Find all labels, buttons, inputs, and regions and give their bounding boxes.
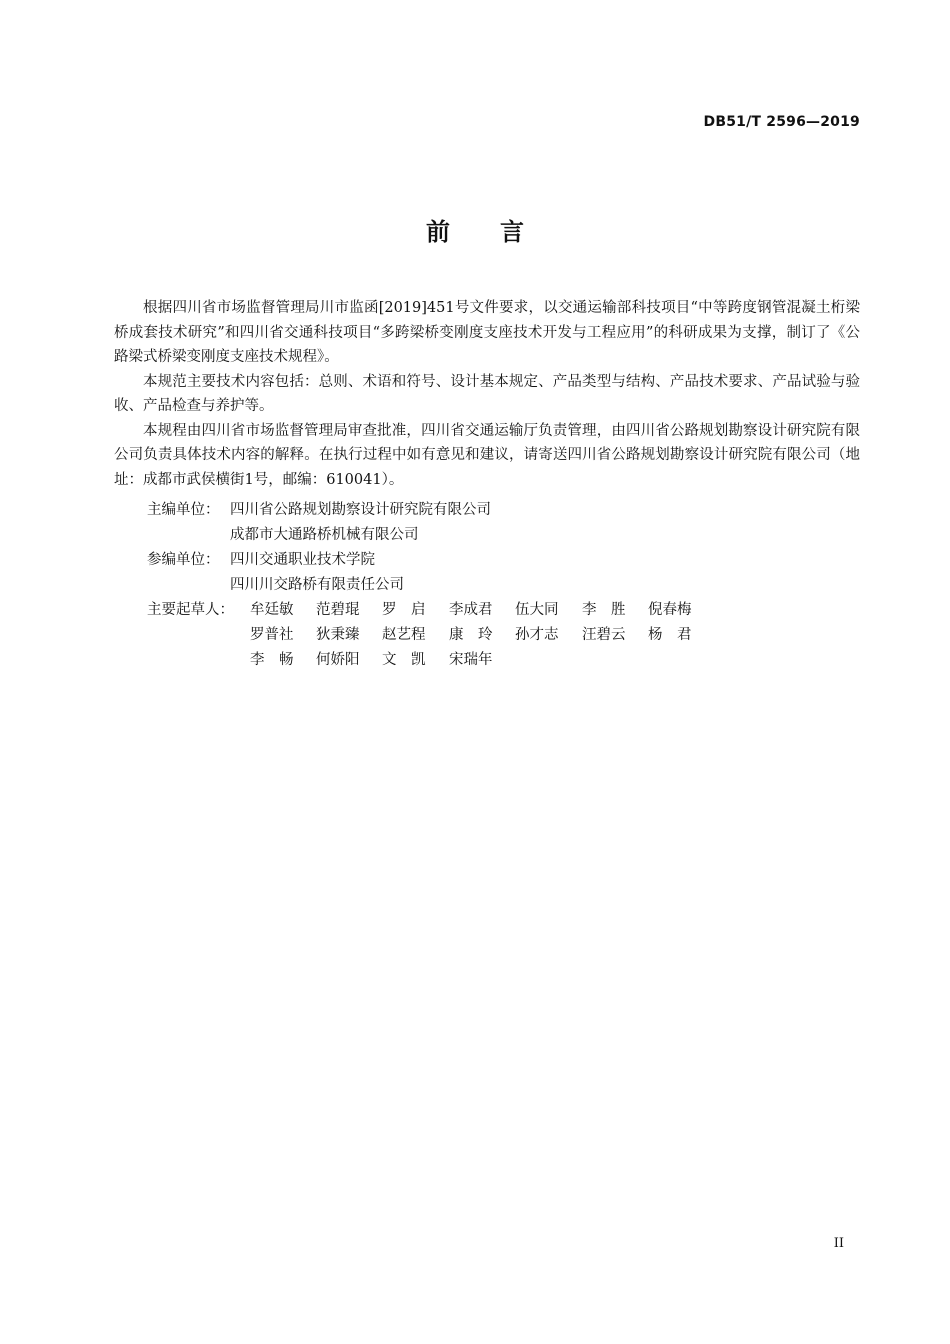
drafter-name: 文 凯 bbox=[382, 652, 426, 668]
drafter-name: 范碧琨 bbox=[316, 602, 360, 618]
chief-unit-row bbox=[147, 523, 491, 548]
participating-unit-row bbox=[147, 573, 404, 598]
title-char-1: 前 bbox=[426, 218, 450, 246]
drafter-name: 孙才志 bbox=[515, 627, 559, 643]
participating-unit-row bbox=[147, 548, 404, 573]
page-number: II bbox=[833, 1236, 844, 1251]
drafter-name: 罗 启 bbox=[382, 602, 426, 618]
paragraph-content: 本规范主要技术内容包括：总则、术语和符号、设计基本规定、产品类型与结构、产品技术要求、产品试验与验收、产品检查与养护等。 bbox=[114, 373, 860, 414]
chief-unit-1: 四川省公路规划勘察设计研究院有限公司 bbox=[230, 502, 491, 518]
drafter-name: 李 畅 bbox=[250, 652, 294, 668]
drafter-name: 何娇阳 bbox=[316, 652, 360, 668]
drafter-name: 李成君 bbox=[449, 602, 493, 618]
drafter-name: 倪春梅 bbox=[648, 602, 692, 618]
drafter-name: 伍大同 bbox=[515, 602, 559, 618]
chief-units-label: 主编单位： bbox=[147, 502, 220, 518]
paragraph-approval: 本规程由四川省市场监督管理局审查批准，四川省交通运输厅负责管理，由四川省公路规划勘察设计研究院有限公司负责具体技术内容的解释。在执行过程中如有意见和建议，请寄送四川省公路规划勘察设计研究院有限公司（地址：成都市武侯横街1号，邮编：610041）。 bbox=[114, 422, 860, 488]
paragraph-basis: 根据四川省市场监督管理局川市监函[2019]451号文件要求，以交通运输部科技项目“中等跨度钢管混凝土桁梁桥成套技术研究”和四川省交通科技项目“多跨梁桥变刚度支座技术开发与工程应用”的科研成果为支撑，制订了《公路梁式桥梁变刚度支座技术规程》。 bbox=[114, 300, 860, 365]
participating-unit-1: 四川交通职业技术学院 bbox=[230, 552, 375, 568]
participating-units bbox=[147, 548, 404, 597]
drafter-name: 罗普社 bbox=[250, 627, 294, 643]
drafter-name: 宋瑞年 bbox=[449, 652, 493, 668]
participating-units-label: 参编单位： bbox=[147, 552, 220, 568]
drafter-name: 康 玲 bbox=[449, 627, 493, 643]
drafter-name: 汪碧云 bbox=[582, 627, 626, 643]
drafter-name: 李 胜 bbox=[582, 602, 626, 618]
standard-code: DB51/T 2596—2019 bbox=[703, 114, 860, 130]
drafters-label: 主要起草人： bbox=[147, 602, 234, 618]
chief-unit-2: 成都市大通路桥机械有限公司 bbox=[230, 526, 419, 543]
chief-units bbox=[147, 498, 491, 547]
drafter-name: 杨 君 bbox=[648, 627, 692, 643]
title-char-2: 言 bbox=[500, 218, 524, 246]
drafter-name: 狄秉臻 bbox=[316, 627, 360, 643]
foreword-body bbox=[114, 296, 860, 492]
drafter-name: 牟廷敏 bbox=[250, 602, 294, 618]
chief-unit-row bbox=[147, 498, 491, 523]
participating-unit-2: 四川川交路桥有限责任公司 bbox=[230, 576, 404, 593]
page-title bbox=[0, 212, 950, 247]
drafter-name: 赵艺程 bbox=[382, 627, 426, 643]
